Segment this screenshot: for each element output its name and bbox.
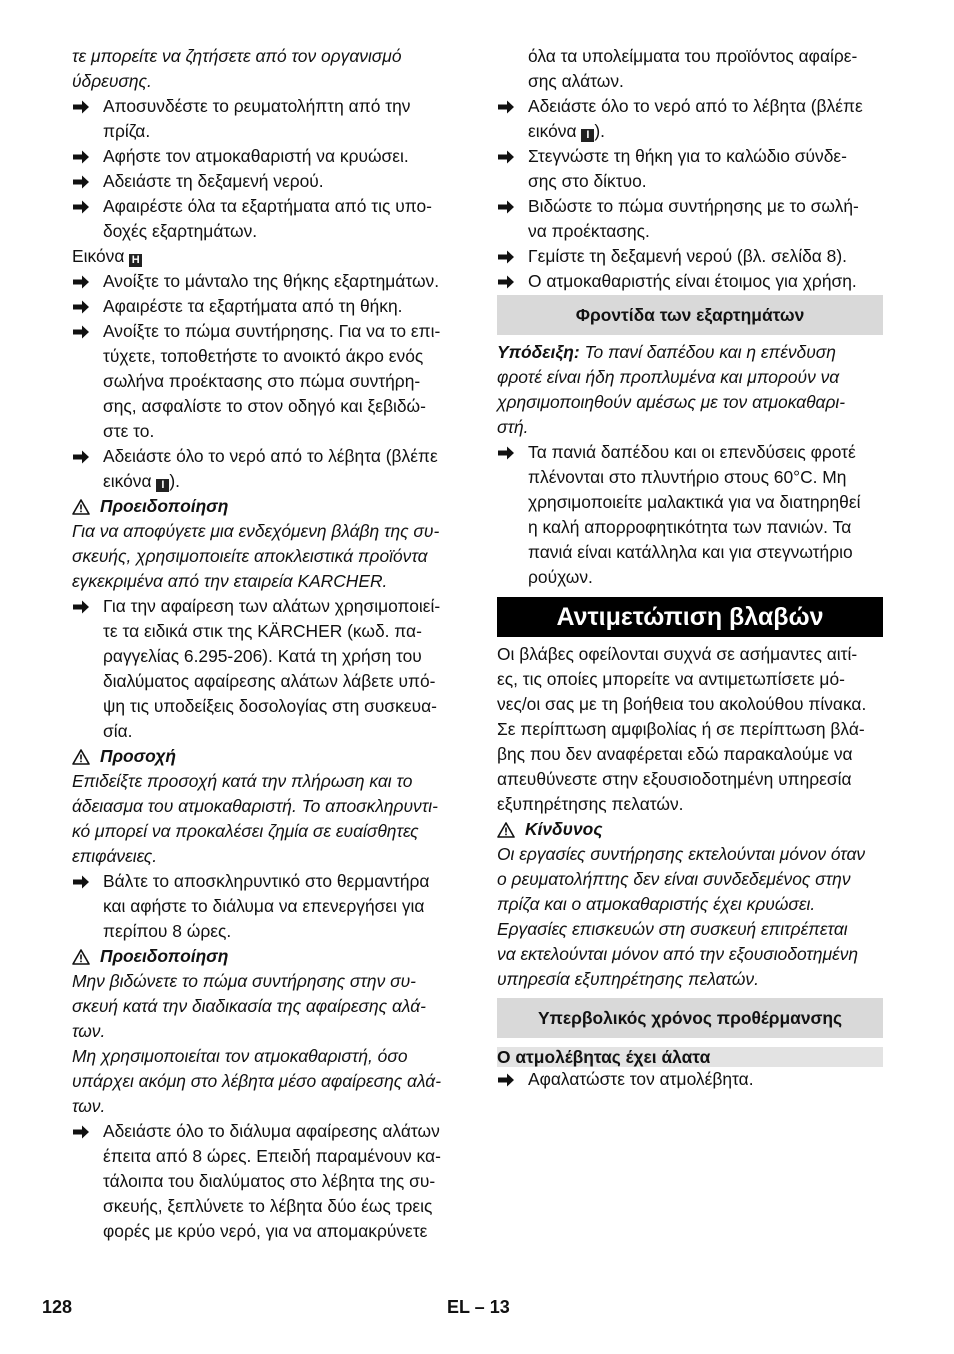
subsection-heading-scale: Ο ατμολέβητας έχει άλατα bbox=[497, 1047, 883, 1067]
step-wash-cloths: Τα πανιά δαπέδου και οι επενδύσεις φροτέ πλένονται στο πλυντήριο στους 60°C. Μη χρησιμοποιείτε μαλακτικά για να διατηρηθεί η καλή απορροφητικότητα των πανιών. Τα πανιά είναι κατάλληλα και για στεγνωτήριο ρούχων. bbox=[497, 440, 883, 590]
warning-icon bbox=[72, 499, 90, 515]
arrow-right-icon bbox=[72, 444, 92, 469]
step-rinse-boiler: Αδειάστε όλο το διάλυμα αφαίρεσης αλάτων έπειτα από 8 ώρες. Επειδή παραμένουν κα- τάλοιπα του διαλύματος στο λέβητα της συ- σκευής, ξεπλύνετε το λέβητα δύο έως τρεις φορές με κρύο νερό, για να απομακρύνετε bbox=[72, 1119, 460, 1244]
left-column bbox=[72, 44, 460, 1244]
arrow-right-icon bbox=[72, 869, 92, 894]
step-empty-boiler: Αδειάστε όλο το νερό από το λέβητα (βλέπε εικόνα I ). bbox=[72, 444, 460, 494]
arrow-right-icon bbox=[72, 144, 92, 169]
arrow-right-icon bbox=[72, 294, 92, 319]
section-heading-accessories: Φροντίδα των εξαρτημάτων bbox=[497, 295, 883, 335]
troubleshooting-intro: Οι βλάβες οφείλονται συχνά σε ασήμαντες αιτί- ες, τις οποίες μπορείτε να αντιμετωπίσετε μό- νες/οι σας με τη βοήθεια του ακολούθου πίνακα. Σε περίπτωση αμφιβολίας ή σε περίπτωση βλά- βης που δεν αναφέρεται εδώ παρακαλούμε να απευθύνεστε στην εξουσιοδοτημένη υπηρεσία εξυπηρέτησης πελατών. bbox=[497, 644, 867, 814]
figure-reference: Εικόνα H bbox=[72, 244, 460, 269]
arrow-right-icon bbox=[497, 244, 517, 269]
chapter-heading-troubleshooting: Αντιμετώπιση βλαβών bbox=[497, 597, 883, 637]
intro-text: τε μπορείτε να ζητήσετε από τον οργανισμό ύδρευσης. bbox=[72, 46, 402, 91]
arrow-right-icon bbox=[72, 194, 92, 219]
warning-text-2: Μην βιδώνετε το πώμα συντήρησης στην συ- σκευή κατά την διαδικασία της αφαίρεσης αλά- των. Μη χρησιμοποιείται τον ατμοκαθαριστή, όσο υπάρχει ακόμη στο λέβητα μέσο αφαίρεσης αλά- των. bbox=[72, 971, 441, 1116]
arrow-right-icon bbox=[72, 94, 92, 119]
arrow-right-icon bbox=[72, 1119, 92, 1144]
arrow-right-icon bbox=[497, 269, 517, 294]
arrow-right-icon bbox=[72, 169, 92, 194]
step-unplug: Αποσυνδέστε το ρευματολήπτη από την πρίζα. bbox=[72, 94, 460, 144]
caution-heading: Προσοχή bbox=[72, 744, 460, 769]
arrow-right-icon bbox=[497, 440, 517, 465]
step-take-accessories: Αφαιρέστε τα εξαρτήματα από τη θήκη. bbox=[72, 294, 460, 319]
step-dry-cable-holder: Στεγνώστε τη θήκη για το καλώδιο σύνδε- σης στο δίκτυο. bbox=[497, 144, 883, 194]
figure-h-icon: H bbox=[129, 254, 142, 267]
step-add-softener: Βάλτε το αποσκληρυντικό στο θερμαντήρα και αφήστε το διάλυμα να επενεργήσει για περίπου 8 ώρες. bbox=[72, 869, 460, 944]
warning-icon bbox=[497, 822, 515, 838]
step-ready: Ο ατμοκαθαριστής είναι έτοιμος για χρήση. bbox=[497, 269, 883, 294]
note-text: Υπόδειξη: Το πανί δαπέδου και η επένδυση φροτέ είναι ήδη προπλυμένα και μπορούν να χρησιμοποιηθούν αμέσως με τον ατμοκαθαρι- στή. bbox=[497, 342, 846, 437]
step-open-cap: Ανοίξτε το πώμα συντήρησης. Για να το επι- τύχετε, τοποθετήστε το ανοικτό άκρο ενός σωλήνα προέκτασης στο πώμα συντήρη- σης, ασφαλίστε το στον οδηγό και ξεβιδώ- στε το. bbox=[72, 319, 460, 444]
warning-heading: Προειδοποίηση bbox=[72, 494, 460, 519]
figure-i-icon: I bbox=[581, 129, 594, 142]
page-number: 128 bbox=[42, 1297, 73, 1317]
step-open-latch: Ανοίξτε το μάνταλο της θήκης εξαρτημάτων. bbox=[72, 269, 460, 294]
figure-i-icon: I bbox=[156, 479, 169, 492]
danger-text: Οι εργασίες συντήρησης εκτελούνται μόνον όταν ο ρευματολήπτης δεν είναι συνδεδεμένος στην πρίζα και ο ατμοκαθαριστής έχει κρυώσει. Εργασίες επισκευών στη συσκευή επιτρέπεται να εκτελούνται μόνον από την εξουσιοδοτημένη υπηρεσία εξυπηρέτησης πελατών. bbox=[497, 844, 866, 989]
right-column bbox=[497, 44, 883, 1092]
step-empty-tank: Αδειάστε τη δεξαμενή νερού. bbox=[72, 169, 460, 194]
arrow-right-icon bbox=[72, 594, 92, 619]
step-fill-tank: Γεμίστε τη δεξαμενή νερού (βλ. σελίδα 8). bbox=[497, 244, 883, 269]
step-descale-boiler: Αφαλατώστε τον ατμολέβητα. bbox=[497, 1067, 883, 1092]
warning-icon bbox=[72, 749, 90, 765]
step-empty-boiler: Αδειάστε όλο το νερό από το λέβητα (βλέπε εικόνα I ). bbox=[497, 94, 883, 144]
danger-heading: Κίνδυνος bbox=[497, 817, 883, 842]
arrow-right-icon bbox=[72, 319, 92, 344]
step-screw-cap: Βιδώστε το πώμα συντήρησης με το σωλή- να προέκτασης. bbox=[497, 194, 883, 244]
section-heading-preheat: Υπερβολικός χρόνος προθέρμανσης bbox=[497, 998, 883, 1038]
arrow-right-icon bbox=[497, 144, 517, 169]
continued-text: όλα τα υπολείμματα του προϊόντος αφαίρε- σης αλάτων. bbox=[528, 46, 858, 91]
step-remove-accessories: Αφαιρέστε όλα τα εξαρτήματα από τις υπο- δοχές εξαρτημάτων. bbox=[72, 194, 460, 244]
arrow-right-icon bbox=[497, 94, 517, 119]
warning-heading-2: Προειδοποίηση bbox=[72, 944, 460, 969]
arrow-right-icon bbox=[72, 269, 92, 294]
page-language-code: EL – 13 bbox=[447, 1297, 510, 1317]
arrow-right-icon bbox=[497, 194, 517, 219]
warning-text: Για να αποφύγετε μια ενδεχόμενη βλάβη της συ- σκευής, χρησιμοποιείτε αποκλειστικά προϊόντα εγκεκριμένα από την εταιρεία KARCHER. bbox=[72, 521, 440, 591]
step-descaling-sticks: Για την αφαίρεση των αλάτων χρησιμοποιεί- τε τα ειδικά στικ της KÄRCHER (κωδ. πα- ραγγελίας 6.295-206). Κατά τη χρήση του διαλύματος αφαίρεσης αλάτων λάβετε υπό- ψη τις υποδείξεις δοσολογίας στη συσκευα- σία. bbox=[72, 594, 460, 744]
caution-text: Επιδείξτε προσοχή κατά την πλήρωση και το άδειασμα του ατμοκαθαριστή. Το αποσκληρυντι- κό μπορεί να προκαλέσει ζημία σε ευαίσθητες επιφάνειες. bbox=[72, 771, 438, 866]
warning-icon bbox=[72, 949, 90, 965]
arrow-right-icon bbox=[497, 1067, 517, 1092]
step-cool-down: Αφήστε τον ατμοκαθαριστή να κρυώσει. bbox=[72, 144, 460, 169]
